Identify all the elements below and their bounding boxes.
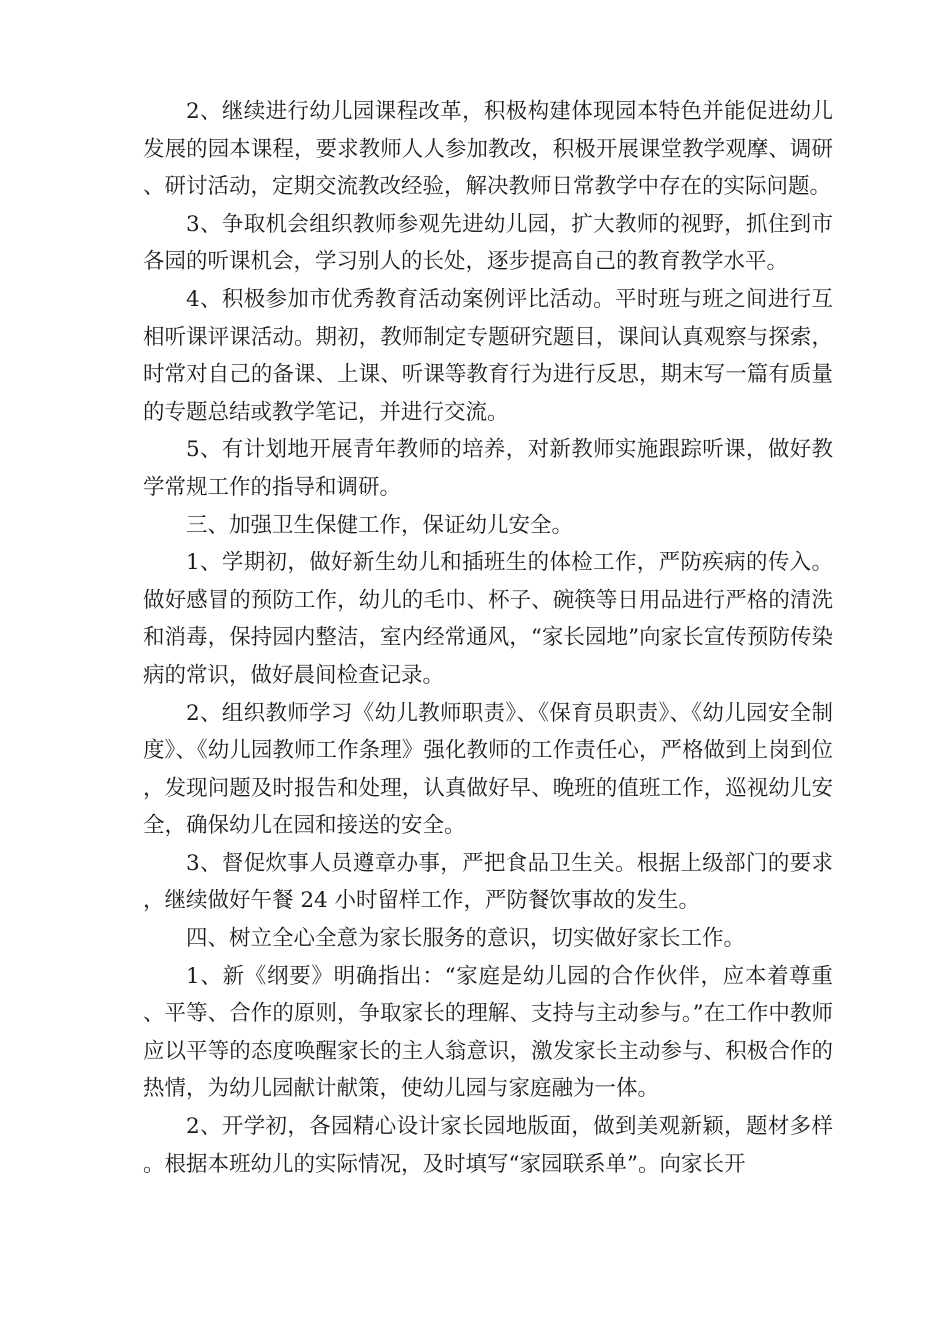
paragraph-food-safety: 3、督促炊事人员遵章办事，严把食品卫生关。根据上级部门的要求，继续做好午餐 24 小时留样工作，严防餐饮事故的发生。 <box>143 850 833 914</box>
paragraph-visit-kindergartens: 3、争取机会组织教师参观先进幼儿园，扩大教师的视野，抓住到市各园的听课机会，学习别人的长处，逐步提高自己的教育教学水平。 <box>143 211 833 275</box>
document-body <box>143 93 833 1183</box>
paragraph-case-competition: 4、积极参加市优秀教育活动案例评比活动。平时班与班之间进行互相听课评课活动。期初，教师制定专题研究题目，课间认真观察与探索，时常对自己的备课、上课、听课等教育行为进行反思，期末写一篇有质量的专题总结或教学笔记，并进行交流。 <box>143 286 833 425</box>
section-heading-health-safety: 三、加强卫生保健工作，保证幼儿安全。 <box>186 512 574 538</box>
paragraph-parent-board: 2、开学初，各园精心设计家长园地版面，做到美观新颖，题材多样。根据本班幼儿的实际情况，及时填写“家园联系单”。向家长开 <box>143 1114 833 1177</box>
paragraph-teacher-duties: 2、组织教师学习《幼儿教师职责》、《保育员职责》、《幼儿园安全制度》、《幼儿园教师工作条理》强化教师的工作责任心，严格做到上岗到位，发现问题及时报告和处理，认真做好早、晚班的值班工作，巡视幼儿安全，确保幼儿在园和接送的安全。 <box>143 700 833 839</box>
paragraph-health-checks: 1、学期初，做好新生幼儿和插班生的体检工作，严防疾病的传入。做好感冒的预防工作，幼儿的毛巾、杯子、碗筷等日用品进行严格的清洗和消毒，保持园内整洁，室内经常通风，“家长园地”向家长宣传预防传染病的常识，做好晨间检查记录。 <box>143 550 833 688</box>
paragraph-teaching-reform: 2、继续进行幼儿园课程改革，积极构建体现园本特色并能促进幼儿发展的园本课程，要求教师人人参加教改，积极开展课堂教学观摩、调研、研讨活动，定期交流教改经验，解决教师日常教学中存在的实际问题。 <box>143 99 833 200</box>
section-heading-parent-service: 四、树立全心全意为家长服务的意识，切实做好家长工作。 <box>186 926 746 952</box>
paragraph-young-teachers: 5、有计划地开展青年教师的培养，对新教师实施跟踪听课，做好教学常规工作的指导和调研。 <box>143 437 833 500</box>
paragraph-guidelines: 1、新《纲要》明确指出：“家庭是幼儿园的合作伙伴，应本着尊重、平等、合作的原则，争取家长的理解、支持与主动参与。”在工作中教师应以平等的态度唤醒家长的主人翁意识，激发家长主动参与、积极合作的热情，为幼儿园献计献策，使幼儿园与家庭融为一体。 <box>143 963 833 1102</box>
